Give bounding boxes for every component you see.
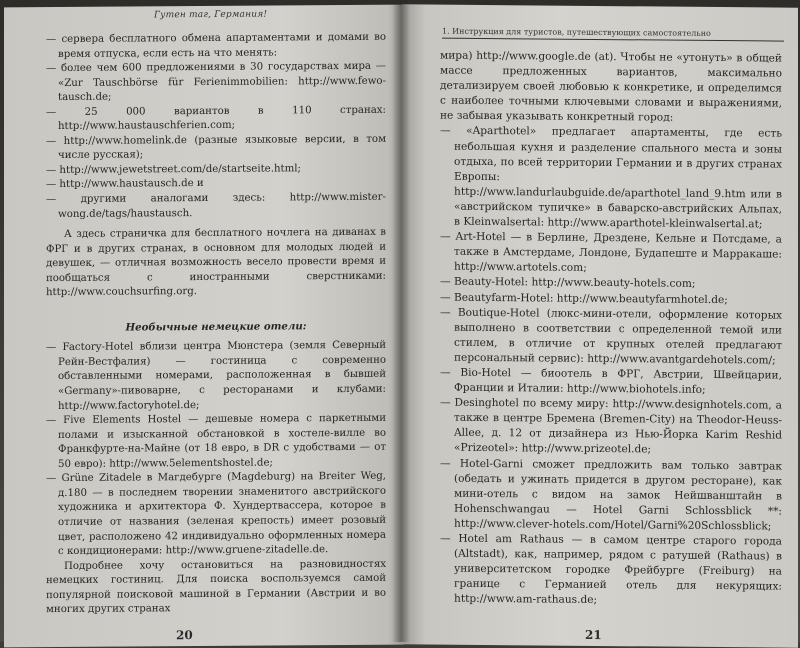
left-text-column [46,31,386,618]
text-line: — http://www.jewetstreet.com/de/startseite.html; [46,163,301,177]
text-line: — более чем 600 предложениями в 30 государствах мира — «Zur Tauschbörse für Ferienimmobilien: http://www.fewo-tausch.de; [46,60,386,104]
right-text-column [440,49,782,610]
text-line: — Beauty-Hotel: http://www.beauty-hotels.com; [440,276,696,291]
text-line: — Beautyfarm-Hotel: http://www.beautyfarmhotel.de; [440,291,728,306]
right-page [402,4,798,647]
text-line: — Five Elements Hostel — дешевые номера с паркетными полами и изысканной обстановкой в хостеле-вилле во Франкфурте-на-Майне (от 18 евро, в DR с удобствами — от 50 евро): http://www.5elementshostel.de; [46,412,386,470]
left-page [4,5,404,648]
text-line: — Factory-Hotel вблизи центра Мюнстера (земля Северный Рейн-Вестфалия) — гостиница с современно обставленными номерами, расположенная в бывшей «Germany»-пивоварне, с ресторанами и клубами: http://www.factoryhotel.de; [46,340,386,412]
text-line: — http://www.homelink.de (разные языковые версии, в том числе русская); [46,133,386,162]
text-paragraph: А здесь страничка для бесплатного ночлега на диванах в ФРГ и в других странах, в основном для молодых людей и девушек, — отличная возможность весело провести время и пообщаться с иностранными сверстниками: http://www.couchsurfing.org. [46,226,386,299]
right-page-number: 21 [585,627,602,643]
left-running-header: Гутен таг, Германия! [154,9,268,21]
text-line: — 25 000 вариантов в 110 странах: http://www.haustauschferien.com; [46,104,386,133]
text-line: — Desinghotel по всему миру: http://www.designhotels.com, а также в центре Бремена (Bremen-City) на Theodor-Heuss-Allee, д. 12 от дизайнера из Нью-Йорка Karim Reshid «Prizeotel»: http://www.prizeotel.de; [440,396,782,456]
text-line: — Grüne Zitadele в Магдебурге (Magdeburg) на Breiter Weg, д.180 — в последнем творении знаменитого австрийского художника и архитектора Ф. Хундертвассера, которое в отличие от названия (зеленая крепость) имеет розовый цвет, расположено 42 индивидуально оформленных номера с кондиционерами: http://www.gruene-zitadelle.de. [46,471,386,558]
section-heading: Необычные немецкие отели: [125,320,307,334]
book-gutter [392,0,410,642]
text-line: — Art-Hotel — в Берлине, Дрездене, Кельне и Потсдаме, а также в Амстердаме, Лондоне, Будапеште и Марракаше: http://www.artotels.com; [440,230,782,275]
text-line: — сервера бесплатного обмена апартаментами и домами во время отпуска, если есть на что менять: [46,31,386,60]
text-line: — Boutique-Hotel (люкс-мини-отели, оформление которых выполнено в соответствии с определенной темой или стилем, в отличие от крупных отелей предлагают персональный сервис): http://www.avantgardehotels.com/; [440,306,782,367]
text-paragraph: мира) http://www.google.de (at). Чтобы не «утонуть» в общей массе предложенных вариантов, максимально детализируем своей любовью к конкретике, и определимся с наиболее точными ключевыми словами и выражениями, не забывая указывать конкретный город: [440,49,782,125]
text-line: — Bio-Hotel — биоотель в ФРГ, Австрии, Швейцарии, Франции и Италии: http://www.biohotels.info; [440,366,782,396]
text-paragraph: Подробнее хочу остановиться на разновидностях немецких гостиниц. Для поиска воспользуемся самой популярной поисковой машиной в Германии (Австрии и во многих других странах [46,558,386,616]
text-line: — другими аналогами здесь: http://www.mister-wong.de/tags/haustausch. [46,191,386,220]
text-line: — Hotel am Rathaus — в самом центре старого города (Altstadt), как, например, рядом с ратушей (Rathaus) в университетском городке Фрейбурге (Freiburg) на границе с Германией отель для некурящих: http://www.am-rathaus.de; [440,532,782,607]
right-running-header: 1. Инструкция для туристов, путешествующих самостоятельно [442,27,784,42]
text-line: — «Aparthotel» предлагает апартаменты, где есть небольшая кухня и разделение спального места и зоны отдыха, по всей территории Германии и в других странах Европы: http://www.landurlaubguide.de/aparthotel_land_9.htm или в «австрийском тупичке» в баварско-австрийских Альпах, в Kleinwalsertal: http://www.aparthotel-kleinwalsertal.at; [440,125,782,231]
left-page-number: 20 [176,628,193,643]
text-line: — Hotel-Garni сможет предложить вам только завтрак (обедать и ужинать придется в другом ресторане), как мини-отель с видом на замок Нейшванштайн в Hohenschwangau — Hotel Garni Schlossblick **: http://www.clever-hotels.com/Hotel/Garni%20Schlossblick; [440,457,782,533]
text-line: — http://www.haustausch.de и [46,178,204,191]
